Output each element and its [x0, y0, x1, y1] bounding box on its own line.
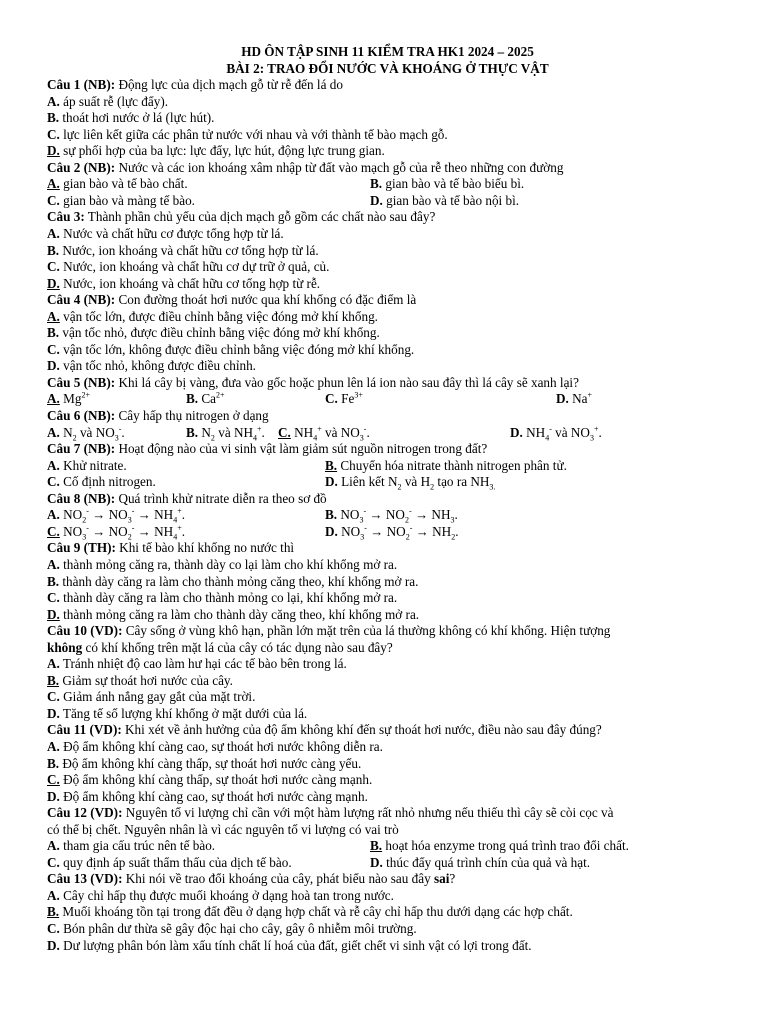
question-10: Câu 10 (VD): Cây sống ở vùng khô hạn, phần lớn mặt trên của lá thường không có khí khổng. Hiện tượng	[47, 623, 611, 639]
option-c: C. vận tốc lớn, không được điều chỉnh bằng việc đóng mở khí khổng.	[47, 341, 415, 357]
question-12-cont: có thể bị chết. Nguyên nhân là vì các nguyên tố vi lượng có vai trò	[47, 821, 399, 837]
option-c: C. $Fe^{3+}$	[325, 391, 363, 407]
option-d: D. $NO_3^- \to NO_2^- \to NH_2$.	[325, 523, 459, 542]
option-c: C. Độ ẩm không khí càng thấp, sự thoát hơi nước càng mạnh.	[47, 772, 373, 788]
option-a: A. thành mỏng căng ra, thành dày co lại làm cho khí khổng mở ra.	[47, 556, 398, 572]
options-row	[47, 391, 728, 408]
options-row	[47, 176, 728, 193]
question-1	[47, 77, 728, 94]
option-b: B. Giảm sự thoát hơi nước của cây.	[47, 672, 233, 688]
option-d: D. Dư lượng phân bón làm xấu tính chất lí hoá của đất, giết chết vi sinh vật có lợi trong đất.	[47, 937, 532, 953]
options-row	[47, 855, 728, 872]
option-b: B. $Ca^{2+}$	[186, 391, 225, 407]
option-a: A. áp suất rễ (lực đẩy).	[47, 93, 169, 109]
options-row	[47, 425, 728, 442]
option-b: B. hoạt hóa enzyme trong quá trình trao đổi chất.	[370, 838, 629, 854]
question-8: Câu 8 (NB): Quá trình khử nitrate diễn ra theo sơ đồ	[47, 490, 327, 506]
option-c: C. $NO_3^- \to NO_2^- \to NH_4^+$.	[47, 523, 186, 542]
option-b: B. gian bào và tế bào biểu bì.	[370, 176, 525, 192]
option-a: A. Cây chỉ hấp thụ được muối khoáng ở dạng hoà tan trong nước.	[47, 887, 394, 903]
option-d: D. Độ ẩm không khí càng cao, sự thoát hơi nước càng mạnh.	[47, 788, 368, 804]
option-d: D. gian bào và tế bào nội bì.	[370, 192, 520, 208]
option-c: C. Bón phân dư thừa sẽ gây độc hại cho cây, gây ô nhiễm môi trường.	[47, 920, 417, 936]
options-row	[47, 524, 728, 541]
option-c: C. Cố định nitrogen.	[47, 474, 156, 490]
question-12: Câu 12 (VD): Nguyên tố vi lượng chỉ cần với một hàm lượng rất nhỏ nhưng nếu thiếu thì cây sẽ còi cọc và	[47, 805, 614, 821]
question-3: Câu 3: Thành phần chủ yếu của dịch mạch gỗ gồm các chất nào sau đây?	[47, 209, 436, 225]
option-c: C. thành dày căng ra làm cho thành mỏng co lại, khí khổng mở ra.	[47, 590, 398, 606]
option-a: A. $NO_2^- \to NO_3^- \to NH_4^+$.	[47, 506, 186, 525]
question-7: Câu 7 (NB): Hoạt động nào của vi sinh vật làm giảm sút nguồn nitrogen trong đất?	[47, 441, 488, 457]
question-11: Câu 11 (VD): Khi xét về ảnh hưởng của độ ẩm không khí đến sự thoát hơi nước, điều nào sau đây đúng?	[47, 722, 602, 738]
option-a: A. gian bào và tế bào chất.	[47, 176, 188, 192]
question-9: Câu 9 (TH): Khi tế bào khí khổng no nước thì	[47, 540, 295, 556]
option-b: B. Độ ẩm không khí càng thấp, sự thoát hơi nước càng yếu.	[47, 755, 362, 771]
option-b: B. Chuyển hóa nitrate thành nitrogen phân tử.	[325, 457, 567, 473]
option-a: A. $N_2$ và $NO_3^-$.	[47, 424, 125, 443]
options-row	[47, 193, 728, 210]
option-d: D. sự phối hợp của ba lực: lực đẩy, lực hút, động lực trung gian.	[47, 143, 385, 159]
option-c: C. gian bào và màng tế bào.	[47, 192, 195, 208]
option-b: B. $NO_3^- \to NO_2^- \to NH_3$.	[325, 506, 458, 525]
question-2: Câu 2 (NB): Nước và các ion khoáng xâm nhập từ đất vào mạch gỗ của rễ theo những con đường	[47, 159, 564, 175]
option-b: B. thành dày căng ra làm cho thành mỏng căng theo, khí khổng mở ra.	[47, 573, 419, 589]
question-6: Câu 6 (NB): Cây hấp thụ nitrogen ở dạng	[47, 408, 269, 424]
option-c: C. Giảm ánh nắng gay gắt của mặt trời.	[47, 689, 256, 705]
option-d: D. Nước, ion khoáng và chất hữu cơ tổng hợp từ rễ.	[47, 275, 321, 291]
question-text: Động lực của dịch mạch gỗ từ rễ đến lá do	[115, 77, 343, 93]
option-d: D. $NH_4^-$ và $NO_3^+$.	[510, 424, 602, 443]
options-row	[47, 458, 728, 475]
option-b: B. $N_2$ và $NH_4^+$.	[186, 424, 265, 443]
option-a: A. Nước và chất hữu cơ được tổng hợp từ lá.	[47, 226, 284, 242]
option-c: C. quy định áp suất thẩm thấu của dịch tế bào.	[47, 854, 292, 870]
option-d: D. Na+	[556, 391, 593, 407]
option-d: D. Tăng tế số lượng khí khổng ở mặt dưới của lá.	[47, 705, 308, 721]
options-row	[47, 507, 728, 524]
option-b: B. thoát hơi nước ở lá (lực hút).	[47, 110, 215, 126]
option-a: A. tham gia cấu trúc nên tế bào.	[47, 838, 216, 854]
document-subtitle: BÀI 2: TRAO ĐỔI NƯỚC VÀ KHOÁNG Ở THỰC VẬT	[226, 60, 549, 76]
document-title: HD ÔN TẬP SINH 11 KIỂM TRA HK1 2024 – 2025	[241, 44, 534, 59]
option-a: A. vận tốc lớn, được điều chỉnh bằng việc đóng mở khí khổng.	[47, 308, 378, 324]
option-a: A. $Mg^{2+}$	[47, 391, 90, 407]
options-row	[47, 474, 728, 491]
question-label: Câu 1 (NB):	[47, 77, 116, 93]
option-d: D. vận tốc nhỏ, không được điều chỉnh.	[47, 358, 256, 374]
option-d: D. thúc đẩy quá trình chín của quả và hạt.	[370, 854, 591, 870]
option-a: A. Độ ẩm không khí càng cao, sự thoát hơi nước không diễn ra.	[47, 738, 383, 754]
options-row	[47, 838, 728, 855]
option-d: D. thành mỏng căng ra làm cho thành dày căng theo, khí khổng mở ra.	[47, 606, 420, 622]
option-b: B. Muối khoáng tồn tại trong đất đều ở dạng hợp chất và rễ cây chỉ hấp thu dưới dạng các hợp chất.	[47, 904, 573, 920]
option-b: B. vận tốc nhỏ, được điều chỉnh bằng việc đóng mở khí khổng.	[47, 325, 380, 341]
option-a: A. Khử nitrate.	[47, 457, 127, 473]
question-10-cont: không có khí khổng trên mặt lá của cây có tác dụng nào sau đây?	[47, 639, 393, 655]
option-c: C. $NH_4^+$ và $NO_3^-$.	[278, 424, 370, 443]
option-c: C. Nước, ion khoáng và chất hữu cơ dự trữ ở quả, củ.	[47, 259, 330, 275]
question-13: Câu 13 (VD): Khi nói về trao đổi khoáng của cây, phát biểu nào sau đây sai?	[47, 871, 456, 887]
option-a: A. Tránh nhiệt độ cao làm hư hại các tế bào bên trong lá.	[47, 656, 347, 672]
question-4: Câu 4 (NB): Con đường thoát hơi nước qua khí khổng có đặc điểm là	[47, 292, 417, 308]
option-b: B. Nước, ion khoáng và chất hữu cơ tổng hợp từ lá.	[47, 242, 319, 258]
option-d: D. Liên kết $N_2$ và $H_2$ tạo ra $NH_{3.}$	[325, 474, 496, 492]
option-c: C. lực liên kết giữa các phân tử nước với nhau và với thành tế bào mạch gỗ.	[47, 126, 448, 142]
question-5: Câu 5 (NB): Khi lá cây bị vàng, đưa vào gốc hoặc phun lên lá ion nào sau đây thì lá cây sẽ xanh lại?	[47, 374, 579, 390]
